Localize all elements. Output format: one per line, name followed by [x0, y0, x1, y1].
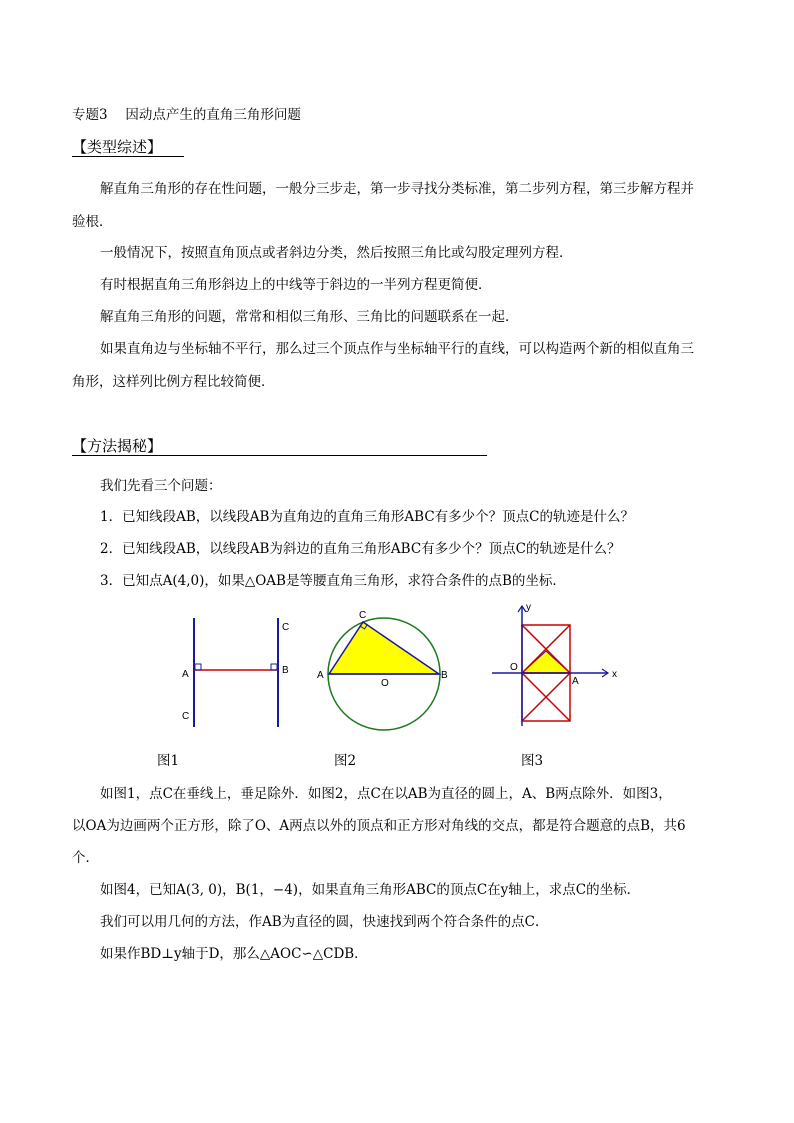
document-title: 专题3 因动点产生的直角三角形问题	[72, 107, 301, 123]
fig1-label-a: A	[182, 669, 189, 680]
fig2-label-a: A	[317, 670, 324, 681]
paragraph: 以OA为边画两个正方形，除了O、A两点以外的顶点和正方形对角线的交点，都是符合题意的点B，共6	[72, 818, 686, 834]
fig2-label-c: C	[359, 610, 367, 621]
fig2-label-o: O	[381, 678, 389, 689]
heading-text: 【类型综述】	[72, 138, 163, 156]
fig1-label-b: B	[282, 665, 289, 676]
section-heading-method	[72, 435, 162, 456]
problem-item: 1．已知线段AB，以线段AB为直角边的直角三角形ABC有多少个？顶点C的轨迹是什么？	[100, 509, 635, 525]
intro-line: 我们先看三个问题：	[100, 478, 222, 494]
figure-2	[315, 605, 455, 735]
fig2-label-b: B	[441, 670, 448, 681]
paragraph: 解直角三角形的存在性问题，一般分三步走，第一步寻找分类标准，第二步列方程，第三步解方程并	[100, 181, 694, 197]
paragraph: 如图1，点C在垂线上，垂足除外．如图2，点C在以AB为直径的圆上，A、B两点除外．如图3，	[100, 786, 672, 802]
paragraph: 一般情况下，按照直角顶点或者斜边分类，然后按照三角比或勾股定理列方程．	[100, 245, 573, 261]
fig3-label-a: A	[572, 676, 579, 687]
fig3-label-x: x	[612, 669, 617, 680]
figure-3	[488, 598, 624, 728]
problem-item: 2．已知线段AB，以线段AB为斜边的直角三角形ABC有多少个？顶点C的轨迹是什么？	[100, 541, 621, 557]
heading-underline	[72, 156, 184, 157]
heading-underline	[72, 455, 487, 456]
paragraph: 如果直角边与坐标轴不平行，那么过三个顶点作与坐标轴平行的直线，可以构造两个新的相似直角三	[100, 341, 694, 357]
paragraph: 解直角三角形的问题，常常和相似三角形、三角比的问题联系在一起．	[100, 309, 519, 325]
heading-text: 【方法揭秘】	[72, 437, 163, 455]
paragraph: 有时根据直角三角形斜边上的中线等于斜边的一半列方程更简便．	[100, 277, 492, 293]
paragraph: 验根．	[72, 214, 113, 230]
paragraph: 角形，这样列比例方程比较简便．	[72, 374, 275, 390]
paragraph: 我们可以用几何的方法，作AB为直径的圆，快速找到两个符合条件的点C．	[100, 914, 549, 930]
figure-caption-2: 图2	[334, 753, 357, 769]
fig3-label-y: y	[526, 602, 531, 613]
paragraph: 个．	[72, 850, 99, 866]
figure-1	[172, 610, 302, 735]
fig1-label-c-top: C	[282, 622, 290, 633]
section-heading-overview	[72, 136, 162, 157]
fig3-label-o: O	[510, 662, 518, 673]
fig1-label-c-bottom: C	[182, 711, 190, 722]
figure-caption-3: 图3	[521, 753, 544, 769]
problem-item: 3．已知点A(4,0)，如果△OAB是等腰直角三角形，求符合条件的点B的坐标．	[100, 573, 566, 589]
paragraph: 如果作BD⊥y轴于D，那么△AOC∽△CDB．	[100, 946, 368, 962]
figure-caption-1: 图1	[157, 753, 180, 769]
paragraph: 如图4，已知A(3, 0)，B(1，−4)，如果直角三角形ABC的顶点C在y轴上，求点C的坐标．	[100, 882, 641, 898]
